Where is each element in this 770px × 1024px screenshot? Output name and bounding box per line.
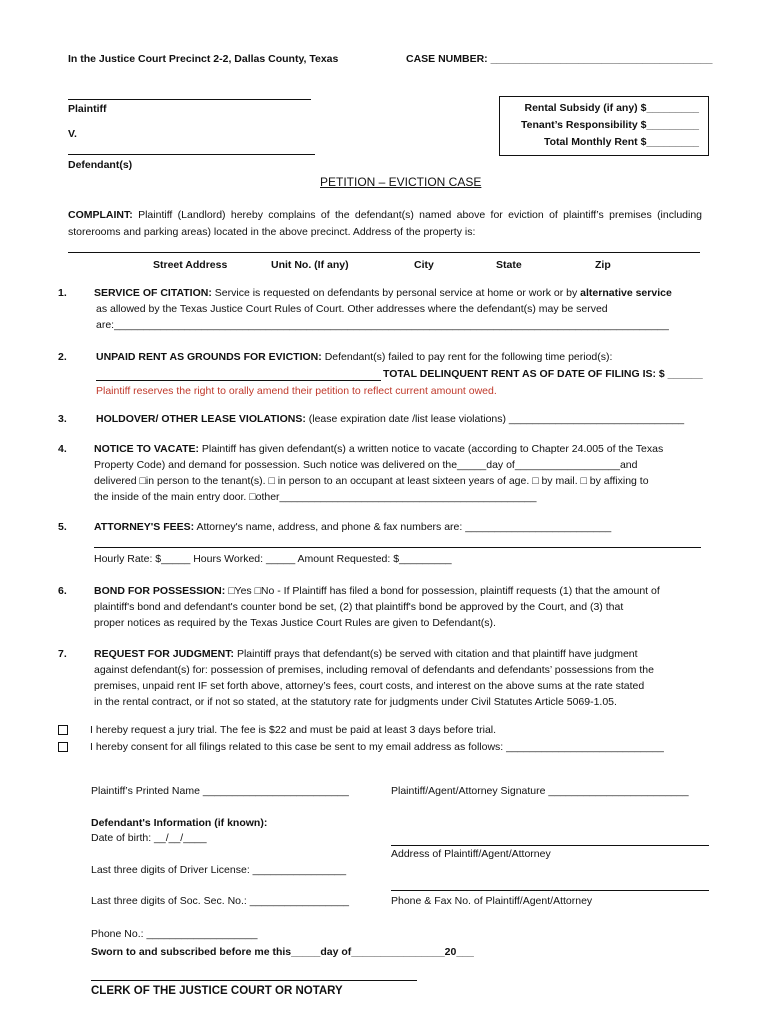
date-of-birth-field[interactable]: Date of birth: __/__/____ — [91, 832, 207, 844]
item-3-label: HOLDOVER/ OTHER LEASE VIOLATIONS: — [96, 413, 306, 425]
item-1-label: SERVICE OF CITATION: — [94, 287, 212, 299]
rent-period-line[interactable] — [96, 380, 381, 381]
item-4-text: Plaintiff has given defendant(s) a written notice to vacate (according to Chapter 24.005 of the Texas — [201, 443, 664, 455]
notice-date-field[interactable]: Property Code) and demand for possession. Such notice was delivered on the_____day of__________________and — [94, 459, 638, 471]
plaintiff-label: Plaintiff — [68, 103, 107, 115]
item-1-line-2: as allowed by the Texas Justice Court Rules of Court. Other addresses where the defendant(s) may be served — [96, 303, 608, 315]
item-7-line-1 — [94, 648, 638, 660]
item-1-number: 1. — [58, 287, 67, 299]
attorney-fees-fields[interactable]: Hourly Rate: $_____ Hours Worked: _____ Amount Requested: $_________ — [94, 553, 452, 565]
item-6-line-3: proper notices as required by the Texas Justice Court Rules are given to Defendant(s). — [94, 617, 496, 629]
case-number-field[interactable]: CASE NUMBER: ______________________________________ — [406, 53, 713, 65]
defendant-info-heading: Defendant's Information (if known): — [91, 817, 268, 829]
city-label: City — [414, 259, 434, 271]
defendant-name-line[interactable] — [68, 154, 315, 155]
item-2-number: 2. — [58, 351, 67, 363]
phone-fax-line[interactable] — [391, 890, 709, 891]
jury-trial-checkbox[interactable] — [58, 725, 68, 735]
item-7-line-4: in the rental contract, or if not so stated, at the statutory rate for judgments under Civil Statutes Article 5069-1.05. — [94, 696, 617, 708]
item-1-text: Service is requested on defendants by personal service at home or work or by — [214, 287, 578, 299]
item-2-text: Defendant(s) failed to pay rent for the following time period(s): — [324, 351, 613, 363]
item-5-line-1 — [94, 521, 611, 533]
driver-license-field[interactable]: Last three digits of Driver License: ________________ — [91, 864, 347, 876]
plaintiff-name-line[interactable] — [68, 99, 311, 100]
state-label: State — [496, 259, 522, 271]
rent-box — [499, 96, 709, 156]
zip-label: Zip — [595, 259, 611, 271]
item-4-line-1 — [94, 443, 663, 455]
phone-field[interactable]: Phone No.: ___________________ — [91, 928, 258, 940]
item-5-label: ATTORNEY'S FEES: — [94, 521, 195, 533]
item-1-line-1 — [94, 287, 672, 299]
address-line[interactable] — [391, 845, 709, 846]
item-7-text: Plaintiff prays that defendant(s) be served with citation and that plaintiff have judgment — [236, 648, 638, 660]
amend-note: Plaintiff reserves the right to orally amend their petition to reflect current amount owed. — [96, 385, 497, 397]
plaintiff-printed-name-field[interactable]: Plaintiff’s Printed Name _________________________ — [91, 785, 349, 797]
item-1-alt-service: alternative service — [580, 287, 672, 299]
item-6-label: BOND FOR POSSESSION: — [94, 585, 226, 597]
complaint-paragraph — [68, 207, 702, 241]
total-monthly-rent-field[interactable]: Total Monthly Rent $_________ — [543, 136, 699, 148]
item-6-line-2: plaintiff's bond and defendant's counter bond be set, (2) that plaintiff's bond be approved by the Court, and (3) that — [94, 601, 624, 613]
property-address-line[interactable] — [68, 252, 700, 253]
item-7-label: REQUEST FOR JUDGMENT: — [94, 648, 235, 660]
item-3-line — [96, 413, 684, 425]
delivery-method-options[interactable]: delivered □in person to the tenant(s). □ in person to an occupant at least sixteen years of age. □ by mail. □ by affixing to — [94, 475, 649, 487]
other-addresses-field[interactable]: are:_______________________________________________________________________________________________ — [96, 319, 669, 331]
item-2-label: UNPAID RENT AS GROUNDS FOR EVICTION: — [96, 351, 322, 363]
versus-label: V. — [68, 128, 77, 140]
item-2-line-1 — [96, 351, 612, 363]
phone-fax-label: Phone & Fax No. of Plaintiff/Agent/Attorney — [391, 895, 593, 907]
item-6-number: 6. — [58, 585, 67, 597]
sworn-statement[interactable]: Sworn to and subscribed before me this_____day of________________20___ — [91, 946, 474, 958]
item-4-number: 4. — [58, 443, 67, 455]
total-delinquent-rent-field[interactable]: TOTAL DELINQUENT RENT AS OF DATE OF FILING IS: $ ______ — [383, 368, 703, 380]
clerk-label: CLERK OF THE JUSTICE COURT OR NOTARY — [91, 985, 343, 997]
delivery-other-field[interactable]: the inside of the main entry door. □other____________________________________________ — [94, 491, 537, 503]
rental-subsidy-field[interactable]: Rental Subsidy (if any) $_________ — [524, 102, 699, 114]
jury-trial-label: I hereby request a jury trial. The fee is $22 and must be paid at least 3 days before trial. — [90, 724, 497, 736]
email-consent-field[interactable]: I hereby consent for all filings related to this case be sent to my email address as follows: ___________________________ — [90, 741, 664, 753]
tenant-responsibility-field[interactable]: Tenant’s Responsibility $_________ — [521, 119, 699, 131]
email-consent-checkbox[interactable] — [58, 742, 68, 752]
item-6-line-1 — [94, 585, 660, 597]
item-5-number: 5. — [58, 521, 67, 533]
page-title: PETITION – EVICTION CASE — [320, 175, 482, 189]
complaint-text: Plaintiff (Landlord) hereby complains of the defendant(s) named above for eviction of plaintiff’s premises (including storerooms and parking areas) located in the above precinct. Address of the property is: — [68, 209, 703, 238]
item-7-line-3: premises, unpaid rent IF set forth above, attorney’s fees, court costs, and interest on the above sums at the rate stated — [94, 680, 645, 692]
plaintiff-signature-field[interactable]: Plaintiff/Agent/Attorney Signature ________________________ — [391, 785, 689, 797]
address-label: Address of Plaintiff/Agent/Attorney — [391, 848, 551, 860]
lease-violations-field[interactable]: (lease expiration date /list lease violations) ______________________________ — [308, 413, 685, 425]
court-heading: In the Justice Court Precinct 2-2, Dallas County, Texas — [68, 53, 339, 65]
street-address-label: Street Address — [153, 259, 228, 271]
item-4-label: NOTICE TO VACATE: — [94, 443, 199, 455]
item-3-number: 3. — [58, 413, 67, 425]
ssn-field[interactable]: Last three digits of Soc. Sec. No.: _________________ — [91, 895, 350, 907]
unit-label: Unit No. (If any) — [271, 259, 349, 271]
clerk-signature-line[interactable] — [91, 980, 417, 981]
bond-options[interactable]: □Yes □No - If Plaintiff has filed a bond for possession, plaintiff requests (1) that the amount of — [228, 585, 660, 597]
attorney-info-field[interactable]: Attorney's name, address, and phone & fax numbers are: _________________________ — [196, 521, 612, 533]
attorney-info-line[interactable] — [94, 547, 701, 548]
defendant-label: Defendant(s) — [68, 159, 133, 171]
item-7-number: 7. — [58, 648, 67, 660]
item-7-line-2: against defendant(s) for: possession of premises, including removal of defendants and defendants’ possessions from the — [94, 664, 654, 676]
complaint-label: COMPLAINT: — [68, 209, 133, 221]
